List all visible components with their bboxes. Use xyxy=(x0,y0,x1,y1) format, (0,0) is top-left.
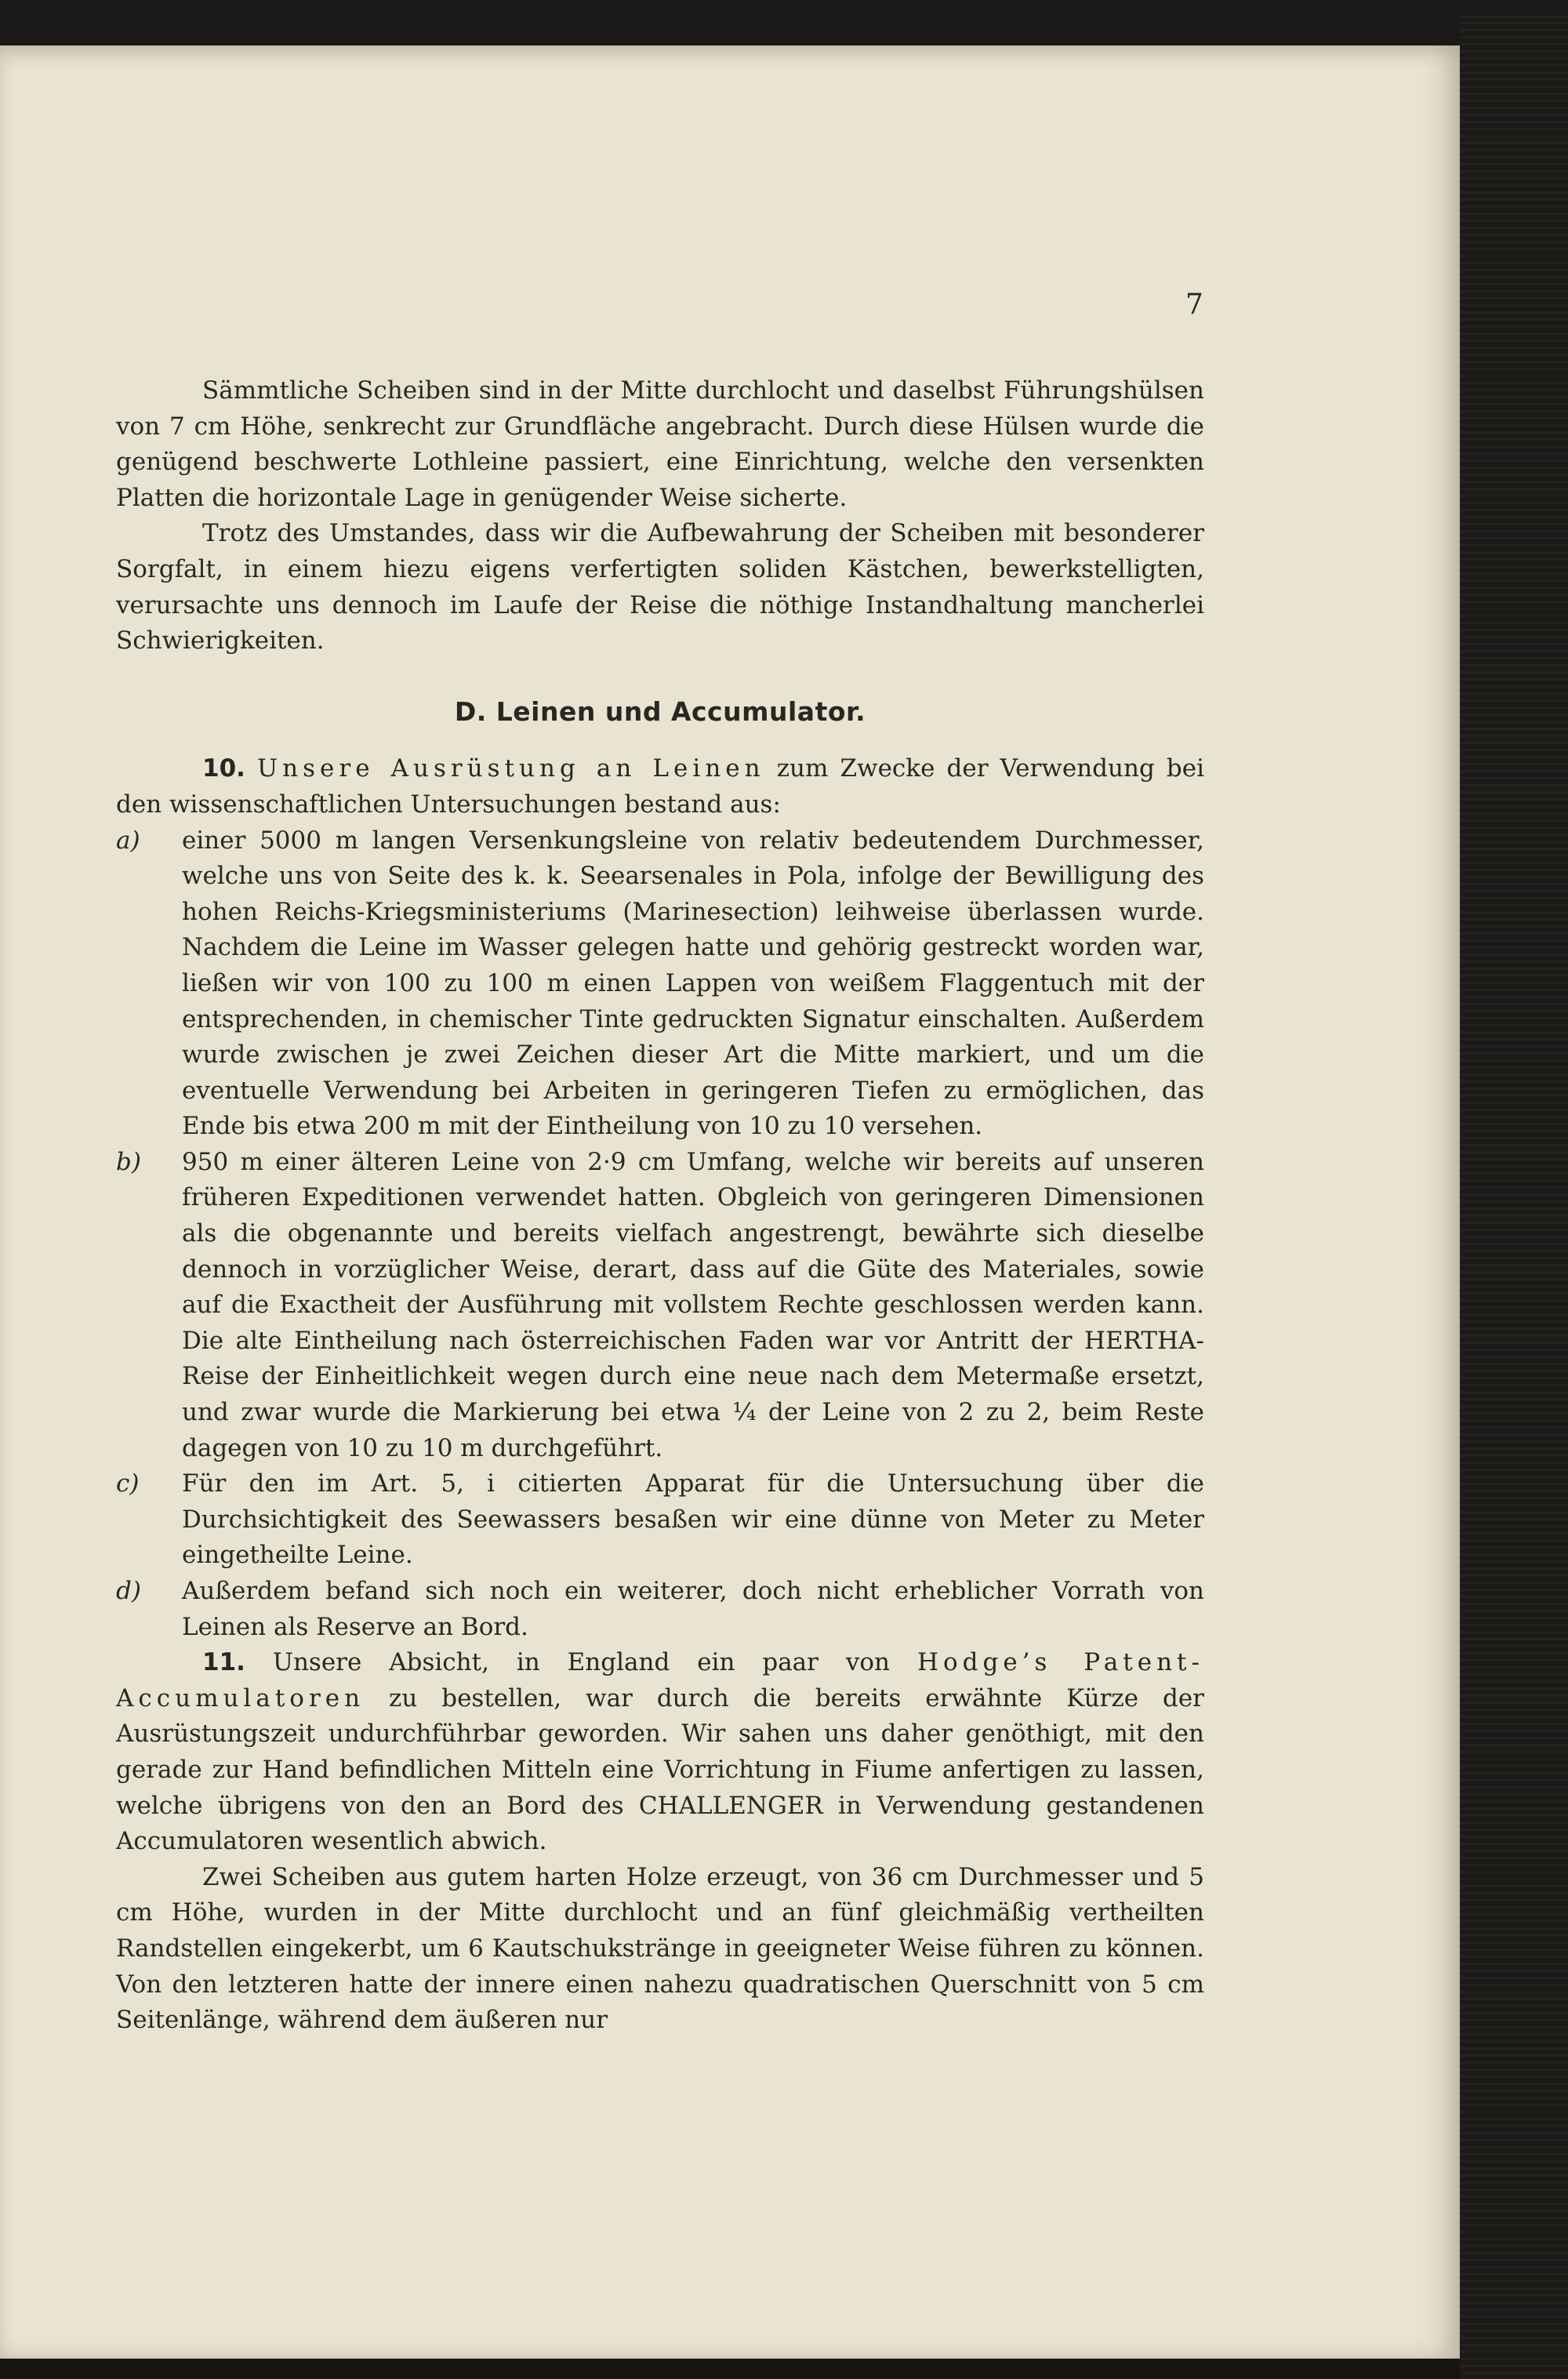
article-11 xyxy=(116,1645,1204,1860)
top-edge xyxy=(0,0,1568,45)
paragraph-2: Trotz des Umstandes, dass wir die Aufbewahrung der Scheiben mit besonderer Sorgfalt, in einem hiezu eigens verfertigten soliden Kästchen, bewerkstelligten, verursachte uns dennoch im Laufe der Reise die nöthige Instandhaltung mancherlei Schwierigkeiten. xyxy=(116,519,1204,656)
list-item-letter: a) xyxy=(116,826,140,855)
text-column xyxy=(116,373,1204,2039)
article-11-number: 11. xyxy=(202,1648,245,1677)
book-cover-edge xyxy=(1460,16,1568,2379)
list-item-letter: d) xyxy=(116,1577,141,1605)
article-10-lead: Unsere Ausrüstung an Leinen xyxy=(257,754,765,783)
paragraph-last: Zwei Scheiben aus gutem harten Holze erzeugt, von 36 cm Durchmesser und 5 cm Höhe, wurden in der Mitte durchlocht und an fünf gleichmäßig vertheilten Randstellen eingekerbt, um 6 Kautschukstränge in geeigneter Weise führen zu können. Von den letzteren hatte der innere einen nahezu quadratischen Querschnitt von 5 cm Seitenlänge, während dem äußeren nur xyxy=(116,1862,1204,2035)
section-heading: D. Leinen und Accumulator. xyxy=(454,696,866,727)
list-item-text: Für den im Art. 5, i citierten Apparat für die Untersuchung über die Durchsichtigkeit des Seewassers besaßen wir eine dünne von Meter zu Meter eingetheilte Leine. xyxy=(182,1469,1204,1570)
list-item-letter: b) xyxy=(116,1147,141,1176)
page-number: 7 xyxy=(1185,289,1203,321)
list-item-letter: c) xyxy=(116,1469,140,1498)
list-item-a xyxy=(116,823,1204,1145)
paragraph-1: Sämmtliche Scheiben sind in der Mitte durchlocht und daselbst Führungshülsen von 7 cm Höhe, senkrecht zur Grundfläche angebracht. Durch diese Hülsen wurde die genügend beschwerte Lothleine passiert, eine Einrichtung, welche den versenkten Platten die horizontale Lage in genügender Weise sicherte. xyxy=(116,376,1204,512)
list-item-text: Außerdem befand sich noch ein weiterer, doch nicht erheblicher Vorrath von Leinen als Reserve an Bord. xyxy=(182,1577,1204,1641)
article-10 xyxy=(116,751,1204,823)
list-item-b xyxy=(116,1145,1204,1466)
list-item-d xyxy=(116,1574,1204,1645)
article-11-text: zu bestellen, war durch die bereits erwähnte Kürze der Ausrüstungszeit undurchführbar geworden. Wir sahen uns daher genöthigt, mit den gerade zur Hand befindlichen Mitteln eine Vorrichtung in Fiume anfertigen zu lassen, welche übrigens von den an Bord des CHALLENGER in Verwendung gestandenen Accumulatoren wesentlich abwich. xyxy=(116,1683,1204,1856)
article-11-spaced: Hodge’s Patent-Accumulatoren xyxy=(116,1648,1204,1713)
article-10-text: zum Zwecke der Verwendung bei den wissenschaftlichen Untersuchungen bestand aus: xyxy=(116,754,1204,819)
list-item-text: einer 5000 m langen Versenkungsleine von relativ bedeutendem Durchmesser, welche uns von Seite des k. k. Seearsenales in Pola, infolge der Bewilligung des hohen Reichs-Kriegsministeriums (Marinesection) leihweise überlassen wurde. Nachdem die Leine im Wasser gelegen hatte und gehörig gestreckt worden war, ließen wir von 100 zu 100 m einen Lappen von weißem Flaggentuch mit der entsprechenden, in chemischer Tinte gedruckten Signatur einschalten. Außerdem wurde zwischen je zwei Zeichen dieser Art die Mitte markiert, und um die eventuelle Verwendung bei Arbeiten in geringeren Tiefen zu ermöglichen, das Ende bis etwa 200 m mit der Eintheilung von 10 zu 10 versehen. xyxy=(182,826,1204,1141)
article-11-lead: Unsere Absicht, in England ein paar von xyxy=(245,1648,917,1677)
list-item-c xyxy=(116,1466,1204,1574)
bottom-edge xyxy=(0,2359,1460,2379)
page-sheet xyxy=(0,45,1460,2359)
list-item-text: 950 m einer älteren Leine von 2·9 cm Umfang, welche wir bereits auf unseren früheren Expeditionen verwendet hatten. Obgleich von geringeren Dimensionen als die obgenannte und bereits vielfach angestrengt, bewährte sich dieselbe dennoch in vorzüglicher Weise, derart, dass auf die Güte des Materiales, sowie auf die Exactheit der Ausführung mit vollstem Rechte geschlossen werden kann. Die alte Eintheilung nach österreichischen Faden war vor Antritt der HERTHA-Reise der Einheitlichkeit wegen durch eine neue nach dem Metermaße ersetzt, und zwar wurde die Markierung bei etwa ¹⁄₄ der Leine von 2 zu 2, beim Reste dagegen von 10 zu 10 m durchgeführt. xyxy=(182,1147,1204,1462)
article-10-number: 10. xyxy=(202,754,245,783)
